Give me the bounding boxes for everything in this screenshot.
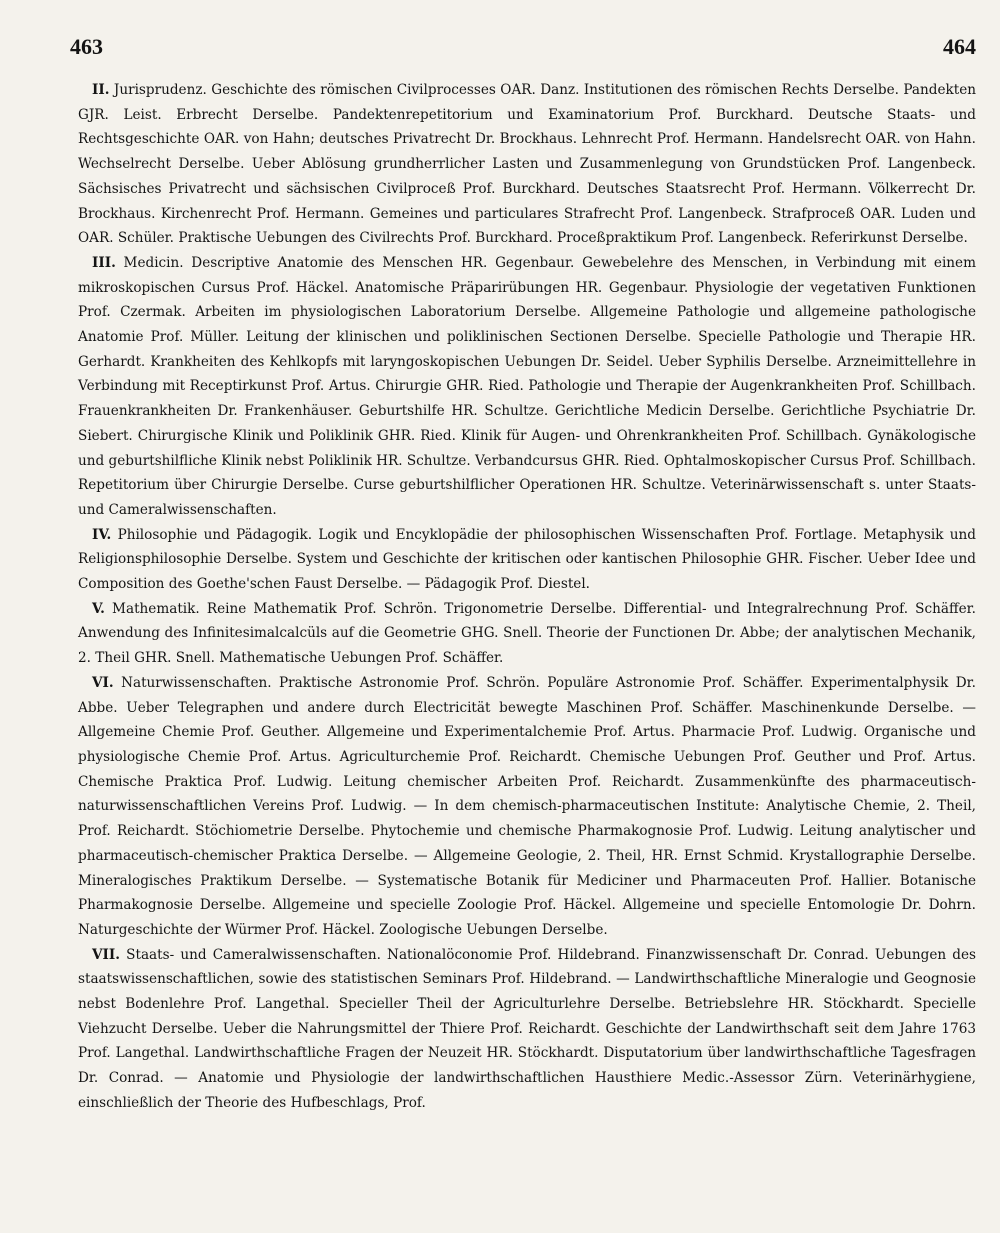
section-mathematik: [78, 597, 976, 671]
page-number-right: 464: [943, 34, 976, 59]
page-header: [70, 34, 976, 70]
section-staatswissenschaften: [78, 943, 976, 1116]
section-text: Mathematik. Reine Mathematik Prof. Schrön. Trigonometrie Derselbe. Differential- und Integralrechnung Prof. Schäffer. Anwendung des Infinitesimalcalcüls auf die Geometrie GHG. Snell. Theorie der Functionen Dr. Abbe; der analytischen Mechanik, 2. Theil GHR. Snell. Mathematische Uebungen Prof. Schäffer.: [78, 600, 976, 667]
section-text: Medicin. Descriptive Anatomie des Menschen HR. Gegenbaur. Gewebelehre des Menschen, in Verbindung mit einem mikroskopischen Cursus Prof. Häckel. Anatomische Präparirübungen HR. Gegenbaur. Physiologie der vegetativen Funktionen Prof. Czermak. Arbeiten im physiologischen Laboratorium Derselbe. Allgemeine Pathologie und allgemeine pathologische Anatomie Prof. Müller. Leitung der klinischen und poliklinischen Sectionen Derselbe. Specielle Pathologie und Therapie HR. Gerhardt. Krankheiten des Kehlkopfs mit laryngoskopischen Uebungen Dr. Seidel. Ueber Syphilis Derselbe. Arzneimittellehre in Verbindung mit Receptirkunst Prof. Artus. Chirurgie GHR. Ried. Pathologie und Therapie der Augenkrankheiten Prof. Schillbach. Frauenkrankheiten Dr. Frankenhäuser. Geburtshilfe HR. Schultze. Gerichtliche Medicin Derselbe. Gerichtliche Psychiatrie Dr. Siebert. Chirurgische Klinik und Poliklinik GHR. Ried. Klinik für Augen- und Ohrenkrankheiten Prof. Schillbach. Gynäkologische und geburtshilfliche Klinik nebst Poliklinik HR. Schultze. Verbandcursus GHR. Ried. Ophtalmoskopischer Cursus Prof. Schillbach. Repetitorium über Chirurgie Derselbe. Curse geburtshilflicher Operationen HR. Schultze. Veterinärwissenschaft s. unter Staats- und Cameralwissenschaften.: [78, 254, 976, 518]
section-text: Philosophie und Pädagogik. Logik und Encyklopädie der philosophischen Wissenschaften Prof. Fortlage. Metaphysik und Religionsphilosophie Derselbe. System und Geschichte der kritischen oder kantischen Philosophie GHR. Fischer. Ueber Idee und Composition des Goethe'schen Faust Derselbe. — Pädagogik Prof. Diestel.: [78, 526, 977, 593]
section-medicin: [78, 251, 976, 523]
section-jurisprudenz: [78, 78, 976, 251]
section-philosophie: [78, 523, 976, 597]
section-text: Naturwissenschaften. Praktische Astronomie Prof. Schrön. Populäre Astronomie Prof. Schäffer. Experimentalphysik Dr. Abbe. Ueber Telegraphen und andere durch Electricität bewegte Maschinen Prof. Schäffer. Maschinenkunde Derselbe. — Allgemeine Chemie Prof. Geuther. Allgemeine und Experimentalchemie Prof. Artus. Pharmacie Prof. Ludwig. Organische und physiologische Chemie Prof. Artus. Agriculturchemie Prof. Reichardt. Chemische Uebungen Prof. Geuther und Prof. Artus. Chemische Praktica Prof. Ludwig. Leitung chemischer Arbeiten Prof. Reichardt. Zusammenkünfte des pharmaceutisch-naturwissenschaftlichen Vereins Prof. Ludwig. — In dem chemisch-pharmaceutischen Institute: Analytische Chemie, 2. Theil, Prof. Reichardt. Stöchiometrie Derselbe. Phytochemie und chemische Pharmakognosie Prof. Ludwig. Leitung analytischer und pharmaceutisch-chemischer Praktica Derselbe. — Allgemeine Geologie, 2. Theil, HR. Ernst Schmid. Krystallographie Derselbe. Mineralogisches Praktikum Derselbe. — Systematische Botanik für Mediciner und Pharmaceuten Prof. Hallier. Botanische Pharmakognosie Derselbe. Allgemeine und specielle Zoologie Prof. Häckel. Allgemeine und specielle Entomologie Dr. Dohrn. Naturgeschichte der Würmer Prof. Häckel. Zoologische Uebungen Derselbe.: [78, 674, 976, 938]
section-numeral: IV.: [92, 526, 112, 543]
page-number-left: 463: [70, 34, 103, 59]
section-numeral: II.: [92, 82, 110, 98]
section-numeral: VI.: [92, 674, 114, 691]
section-numeral: VII.: [92, 946, 120, 963]
section-numeral: III.: [92, 254, 116, 271]
section-numeral: V.: [92, 600, 105, 617]
section-text: Jurisprudenz. Geschichte des römischen Civilprocesses OAR. Danz. Institutionen des römischen Rechts Derselbe. Pandekten GJR. Leist. Erbrecht Derselbe. Pandektenrepetitorium und Examinatorium Prof. Burckhard. Deutsche Staats- und Rechtsgeschichte OAR. von Hahn; deutsches Privatrecht Dr. Brockhaus. Lehnrecht Prof. Hermann. Handelsrecht OAR. von Hahn. Wechselrecht Derselbe. Ueber Ablösung grundherrlicher Lasten und Zusammenlegung von Grundstücken Prof. Langenbeck. Sächsisches Privatrecht und sächsischen Civilproceß Prof. Burckhard. Deutsches Staatsrecht Prof. Hermann. Völkerrecht Dr. Brockhaus. Kirchenrecht Prof. Hermann. Gemeines und particulares Strafrecht Prof. Langenbeck. Strafproceß OAR. Luden und OAR. Schüler. Praktische Uebungen des Civilrechts Prof. Burckhard. Proceßpraktikum Prof. Langenbeck. Referirkunst Derselbe.: [78, 82, 977, 247]
section-text: Staats- und Cameralwissenschaften. Nationalöconomie Prof. Hildebrand. Finanzwissenschaft Dr. Conrad. Uebungen des staatswissenschaftlichen, sowie des statistischen Seminars Prof. Hildebrand. — Landwirthschaftliche Mineralogie und Geognosie nebst Bodenlehre Prof. Langethal. Specieller Theil der Agriculturlehre Derselbe. Betriebslehre HR. Stöckhardt. Specielle Viehzucht Derselbe. Ueber die Nahrungsmittel der Thiere Prof. Reichardt. Geschichte der Landwirthschaft seit dem Jahre 1763 Prof. Langethal. Landwirthschaftliche Fragen der Neuzeit HR. Stöckhardt. Disputatorium über landwirthschaftliche Tagesfragen Dr. Conrad. — Anatomie und Physiologie der landwirthschaftlichen Hausthiere Medic.-Assessor Zürn. Veterinärhygiene, einschließlich der Theorie des Hufbeschlags, Prof.: [78, 946, 977, 1111]
body-text: [78, 78, 976, 1116]
section-naturwissenschaften: [78, 671, 976, 943]
